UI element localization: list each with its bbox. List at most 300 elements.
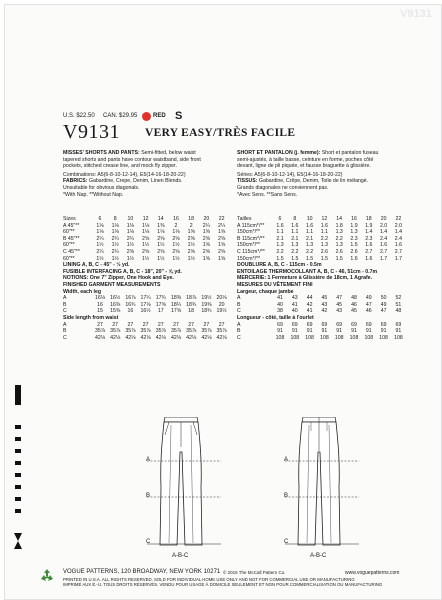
en-yardage-cell: 1⅝	[217, 255, 226, 262]
fr-yardage-cell: 2.0	[394, 222, 402, 229]
en-yardage-cell: 2⅝	[157, 235, 165, 242]
en-yardage-cell: 1⅜	[157, 222, 165, 229]
color-dot	[142, 112, 151, 121]
en-fabrics-line: *With Nap. **Without Nap.	[63, 191, 124, 198]
fr-yardage-cell: 1.9	[365, 222, 373, 229]
back-view-diagram	[263, 417, 373, 562]
en-side-cell: 42⅛	[125, 334, 136, 341]
en-width-cell: 15	[97, 308, 103, 315]
en-width-cell: 19½	[201, 295, 212, 302]
en-width-row-label: C	[63, 308, 67, 315]
en-size-cell: 8	[113, 216, 117, 222]
en-side-cell: 27	[97, 321, 103, 328]
en-yardage-cell: 1½	[126, 255, 134, 262]
fr-width-cell: 49	[365, 295, 372, 302]
en-width-cell: 17⅝	[155, 301, 166, 308]
difficulty: VERY EASY/TRÈS FACILE	[145, 127, 296, 139]
fr-yardage-cell: 2.1	[276, 235, 284, 242]
corner-pattern-code: V9131	[400, 8, 432, 20]
left-marks	[13, 385, 23, 585]
fr-side-cell: 91	[395, 328, 402, 335]
en-yardage-row-label: 60"**	[63, 229, 75, 236]
fr-yardage-cell: 2.0	[379, 222, 388, 229]
en-side-cell: 35⅞	[186, 328, 197, 335]
en-size-cell: 22	[218, 216, 225, 222]
en-side-cell: 27	[142, 321, 149, 328]
en-width-cell: 17⅛	[140, 301, 151, 308]
fr-yardage-cell: 2.2	[291, 249, 299, 255]
fr-yardage-cell: 2.3	[350, 235, 358, 242]
fr-yardage-cell: 1.3	[291, 242, 299, 249]
front-label-c: C	[146, 539, 151, 545]
fr-lining: DOUBLURE A, B, C - 115cm - 0.5m	[237, 262, 322, 269]
en-width-row-label: B	[63, 301, 67, 308]
en-yardage-cell: 1½	[141, 242, 150, 249]
fr-width-cell: 43	[336, 308, 343, 315]
fr-yardage-cell: 1.1	[305, 229, 314, 236]
en-yardage-cell: 1½	[157, 242, 165, 249]
en-side-cell: 35⅞	[94, 328, 106, 335]
en-width-cell: 17¼	[140, 295, 151, 302]
back-label-c: C	[284, 539, 289, 545]
en-yardage-cell: 1½	[126, 242, 134, 249]
en-side-cell: 27	[112, 321, 119, 328]
en-width-cell: 20	[218, 301, 225, 308]
fr-yardage-cell: 2.2	[305, 249, 314, 255]
fr-fabrics-line: *Avec Sens. **Sans Sens.	[237, 191, 298, 198]
fr-side-cell: 91	[277, 328, 283, 335]
fr-side-cell: 69	[380, 321, 387, 328]
fr-yardage-cell: 1.6	[305, 222, 314, 229]
en-description	[63, 150, 229, 170]
fr-notions: MERCERIE: 1 Fermeture à Glissière de 18cm, 1 Agrafe.	[237, 275, 373, 282]
en-side-cell: 27	[188, 321, 195, 328]
en-size-cell: 6	[98, 216, 102, 222]
en-yardage-cell: 2	[189, 222, 193, 229]
en-width-row-label: A	[63, 295, 67, 302]
en-side-cell: 35⅞	[140, 328, 151, 335]
fr-yardage-cell: 1.5	[320, 255, 328, 262]
fr-yardage-row-label: 150cm*/**	[237, 255, 261, 262]
fr-width-cell: 45	[336, 301, 343, 308]
fr-side-row-label: C	[237, 334, 241, 341]
fr-yardage-cell: 1.5	[305, 255, 314, 262]
fr-yardage-cell: 2.4	[394, 235, 402, 242]
en-yardage-cell: 1⅝	[202, 229, 210, 236]
fr-size-cell: 14	[336, 216, 343, 222]
fr-yardage-cell: 1.5	[350, 242, 358, 249]
en-side-row-label: B	[63, 328, 67, 335]
en-desc-line: tapered shorts and pants have contour waistband, side front	[63, 156, 201, 163]
fr-width-cell: 47	[365, 301, 372, 308]
fr-side-cell: 69	[351, 321, 357, 328]
fr-size-cell: 6	[278, 216, 282, 222]
en-yardage-row-label: 60"**	[63, 242, 75, 249]
english-column	[63, 150, 229, 341]
price-usd: U.S. $22.50	[63, 113, 95, 119]
en-title: MISSES' SHORTS AND PANTS:	[63, 150, 140, 156]
en-side-cell: 35⅞	[155, 328, 166, 335]
fr-yardage-row-label: 150cm*/**	[237, 242, 261, 249]
en-width-cell: 19⅜	[201, 301, 212, 308]
fr-description	[237, 150, 407, 170]
fr-yardage-cell: 2.3	[365, 235, 373, 242]
en-side-cell: 35⅞	[201, 328, 212, 335]
fr-size-cell: 8	[293, 216, 297, 222]
pattern-number: V9131	[63, 121, 120, 143]
en-yardage-cell: 1⅛	[157, 229, 165, 236]
en-yardage-cell: 1⅛	[111, 222, 119, 229]
fr-fabrics-line: Grands diagonales ne conviennent pas.	[237, 184, 329, 191]
fr-yardage-cell: 1.4	[379, 229, 388, 236]
fr-yardage-cell: 1.3	[320, 242, 328, 249]
en-yardage-cell: 1⅛	[96, 229, 104, 236]
en-size-cell: 10	[127, 216, 134, 222]
en-yardage-cell: 1⅛	[141, 229, 150, 236]
en-yardage-cell: 1⅛	[141, 222, 150, 229]
en-width-cell: 18	[188, 308, 195, 315]
en-width-cell: 16⅛	[94, 295, 106, 302]
french-column	[237, 150, 407, 341]
en-interfacing: FUSIBLE INTERFACING A, B, C - 18", 20" - ⅝ yd.	[63, 268, 182, 275]
en-yardage-cell: 1½	[111, 242, 119, 249]
en-yardage-cell: 1½	[172, 255, 180, 262]
fr-side-cell: 108	[320, 334, 329, 341]
en-yardage-cell: 1½	[96, 255, 104, 262]
fr-yardage-cell: 1.3	[335, 229, 343, 236]
fr-title: SHORT ET PANTALON (j. femme):	[237, 150, 321, 156]
fr-width-cell: 50	[380, 295, 387, 302]
en-yardage-cell: 2⅝	[157, 249, 165, 255]
fr-side-cell: 108	[275, 334, 285, 341]
fr-yardage-cell: 2.2	[320, 235, 328, 242]
en-width-cell: 18¼	[170, 301, 182, 308]
en-yardage-cell: 2⅝	[187, 249, 195, 255]
fr-yardage-cell: 2.7	[365, 249, 373, 255]
en-yardage-cell: 2¼	[217, 222, 226, 229]
fr-width-row-label: C	[237, 308, 241, 315]
en-yardage-cell: 2¼	[202, 222, 210, 229]
en-yardage-cell: 2⅝	[141, 235, 150, 242]
fr-desc-line: semi-ajustés, à taille basse, ceinture en forme, poches côté	[237, 156, 374, 163]
fr-yardage-cell: 1.6	[291, 222, 299, 229]
en-side-cell: 35⅞	[216, 328, 227, 335]
en-side-row-label: C	[63, 334, 67, 341]
fr-width-cell: 41	[277, 295, 283, 302]
fr-yardage-cell: 2.1	[291, 235, 299, 242]
en-fabrics-line: Unsuitable for obvious diagonals.	[63, 184, 140, 191]
fr-yardage-cell: 1.5	[335, 255, 343, 262]
fr-fabrics-line: Gabardine, Crêpe, Denim, Toile de lin mélangé.	[258, 178, 369, 185]
size-letter: S	[175, 110, 183, 122]
recycle-icon	[39, 567, 55, 583]
fr-side-cell: 91	[365, 328, 372, 335]
fr-side-cell: 108	[364, 334, 374, 341]
fr-series: Séries: A5(6-8-10-12-14), E5(14-16-18-20-22)	[237, 171, 343, 178]
fr-yardage-cell: 1.7	[379, 255, 388, 262]
en-yardage-cell: 2¼	[111, 249, 119, 255]
fr-width-cell: 48	[351, 295, 357, 302]
fr-width-cell: 47	[380, 308, 387, 315]
en-yardage-cell: 1½	[111, 255, 119, 262]
footer-printed-fr: IMPRIMÉ AUX É.-U. TOUS DROITS RÉSERVÉS. VENDU POUR USAGE À DOMICILE SEULEMENT ET NON POUR COMMERCIALISATION OU MANUFACTURING	[63, 582, 383, 587]
en-desc-line: pockets, stitched crease line, and mock fly zipper.	[63, 163, 177, 170]
fr-yardage-cell: 1.1	[276, 229, 284, 236]
back-caption: A-B-C	[310, 553, 327, 559]
en-width-label: Width, each leg	[63, 288, 101, 295]
fr-side-cell: 108	[394, 334, 403, 341]
fr-yardage-cell: 1.6	[320, 222, 328, 229]
fr-yardage-cell: 2.7	[394, 249, 402, 255]
fr-width-cell: 45	[321, 295, 328, 302]
en-side-cell: 42⅛	[94, 334, 106, 341]
fr-width-cell: 42	[306, 301, 313, 308]
fr-yardage-cell: 2.1	[305, 235, 314, 242]
fr-yardage-cell: 1.9	[350, 222, 358, 229]
en-side-cell: 35⅞	[110, 328, 121, 335]
fr-side-cell: 69	[306, 321, 313, 328]
fr-size-cell: 20	[380, 216, 387, 222]
en-desc-line: Semi-fitted, below waist	[141, 150, 196, 156]
en-width-cell: 18⅞	[186, 295, 197, 302]
fr-side-cell: 108	[379, 334, 388, 341]
en-yardage-cell: 2⅝	[202, 249, 210, 255]
fr-yardage-cell: 1.6	[276, 222, 284, 229]
fr-width-cell: 42	[321, 308, 328, 315]
en-yardage-cell: 2⅝	[202, 235, 210, 242]
pattern-envelope-back	[4, 4, 442, 600]
fr-yardage-cell: 1.3	[276, 242, 284, 249]
fr-width-cell: 38	[277, 308, 283, 315]
fr-yardage-row-label: B 115cm*/**	[237, 235, 265, 242]
en-width-cell: 16½	[140, 308, 151, 315]
en-side-cell: 27	[173, 321, 179, 328]
en-width-cell: 18¾	[201, 308, 212, 315]
fr-width-cell: 46	[351, 301, 357, 308]
en-yardage-cell: 1½	[187, 242, 195, 249]
fr-yardage-cell: 1.3	[335, 242, 343, 249]
front-label-a: A	[146, 457, 151, 463]
fr-width-cell: 49	[380, 301, 387, 308]
fr-desc-line: Short et pantalon fuseau	[321, 150, 379, 156]
en-width-cell: 15⅜	[110, 308, 121, 315]
fr-yardage-cell: 1.6	[350, 255, 358, 262]
en-yardage-cell: 1½	[187, 255, 195, 262]
fr-size-cell: 22	[395, 216, 402, 222]
fr-side-row-label: B	[237, 328, 241, 335]
en-width-cell: 16½	[110, 295, 121, 302]
en-sizes-label: Sizes	[63, 216, 76, 222]
en-size-cell: 14	[157, 216, 164, 222]
en-side-cell: 42⅛	[110, 334, 121, 341]
en-yardage-cell: 1½	[96, 242, 104, 249]
fr-width-cell: 45	[351, 308, 357, 315]
en-yardage-cell: 1⅝	[217, 242, 226, 249]
fr-side-cell: 91	[336, 328, 343, 335]
en-yardage-cell: 1⅛	[96, 222, 104, 229]
fr-yardage-row-label: A 115cm*/**	[237, 222, 265, 229]
en-yardage-cell: 1⅛	[172, 229, 180, 236]
en-yardage-row-label: 60"**	[63, 255, 75, 262]
footer-printed: PRINTED IN U.S.A. ALL RIGHTS RESERVED. SOLD FOR INDIVIDUAL HOME USE ONLY AND NOT FOR COMMERCIAL USE OR MANUFACTURING	[63, 577, 355, 582]
fr-width-cell: 43	[321, 301, 328, 308]
en-yardage-cell: 2¼	[111, 235, 119, 242]
fr-side-cell: 69	[321, 321, 328, 328]
fr-width-cell: 47	[336, 295, 343, 302]
en-combinations: Combinations: A5(6-8-10-12-14), E5(14-16-18-20-22)	[63, 171, 186, 178]
fr-yardage-cell: 1.6	[379, 242, 388, 249]
fr-width-cell: 40	[277, 301, 283, 308]
fr-size-cell: 10	[306, 216, 313, 222]
fr-size-cell: 12	[321, 216, 328, 222]
en-side-cell: 42⅛	[170, 334, 182, 341]
fr-side-cell: 91	[321, 328, 328, 335]
en-yardage-cell: 1⅛	[126, 222, 134, 229]
en-width-cell: 18⅜	[170, 295, 182, 302]
fr-yardage-cell: 1.6	[394, 242, 402, 249]
fr-yardage-cell: 1.1	[320, 229, 328, 236]
en-width-cell: 17¾	[155, 295, 166, 302]
fr-yardage-cell: 1.7	[394, 255, 402, 262]
en-side-cell: 35⅞	[125, 328, 136, 335]
fr-yardage-cell: 1.1	[291, 229, 299, 236]
front-label-b: B	[146, 493, 151, 499]
en-side-label: Side length from waist	[63, 315, 119, 321]
fr-width-label: Largeur, chaque jambe	[237, 288, 294, 295]
fr-side-cell: 108	[349, 334, 359, 341]
en-side-cell: 42⅛	[140, 334, 151, 341]
fr-width-cell: 41	[291, 301, 298, 308]
en-yardage-cell: 1½	[141, 255, 150, 262]
en-yardage-cell: 2¼	[96, 249, 104, 255]
en-side-cell: 42⅛	[201, 334, 212, 341]
en-yardage-cell: 2⅝	[187, 235, 195, 242]
fr-side-cell: 108	[334, 334, 344, 341]
fr-yardage-row-label: C 115cm*/**	[237, 249, 265, 255]
fr-yardage-cell: 1.5	[276, 255, 284, 262]
fr-side-cell: 69	[277, 321, 283, 328]
en-fabrics-line: Gabardine, Crepe, Denim, Linen Blends.	[88, 178, 183, 185]
fr-side-label: Longueur - côté, taille à l'ourlet	[237, 315, 314, 321]
fr-desc-line: devant, ligne de pli piquée, et fausse braguette à glissière.	[237, 163, 371, 170]
en-yardage-cell: 1⅝	[202, 242, 210, 249]
en-width-cell: 16⅜	[110, 301, 121, 308]
fr-side-cell: 91	[291, 328, 298, 335]
en-yardage-cell: 2⅝	[172, 249, 180, 255]
fr-fabrics-title: TISSUS:	[237, 178, 258, 185]
fr-width-cell: 52	[395, 295, 402, 302]
en-yardage-cell: 2	[174, 222, 178, 229]
fr-width-row-label: A	[237, 295, 241, 302]
footer-website: www.voguepatterns.com	[345, 570, 400, 576]
en-yardage-row-label: B 45"**	[63, 235, 80, 242]
fr-side-cell: 69	[365, 321, 372, 328]
en-side-cell: 27	[203, 321, 210, 328]
en-yardage-cell: 2⅝	[141, 249, 150, 255]
en-side-cell: 27	[127, 321, 134, 328]
fr-yardage-cell: 1.3	[305, 242, 314, 249]
price-can: CAN. $29.95	[103, 113, 138, 119]
fr-interfacing: ENTOILAGE THERMOCOLLANT A, B, C - 46, 51cm - 0.7m	[237, 268, 378, 275]
en-fabrics-title: FABRICS:	[63, 178, 88, 185]
fr-size-cell: 16	[351, 216, 357, 222]
en-lining: LINING A, B, C - 45" - ½ yd.	[63, 262, 130, 269]
en-width-cell: 18¾	[186, 301, 197, 308]
en-width-cell: 17	[157, 308, 164, 315]
fr-side-cell: 91	[351, 328, 357, 335]
back-label-b: B	[284, 493, 289, 499]
en-side-cell: 27	[218, 321, 225, 328]
en-yardage-cell: 2⅝	[172, 235, 180, 242]
en-side-cell: 42⅛	[155, 334, 166, 341]
fr-sizes-label: Tailles	[237, 216, 252, 222]
fr-yardage-cell: 1.6	[365, 255, 373, 262]
fr-yardage-cell: 1.6	[365, 242, 373, 249]
en-width-cell: 16	[127, 308, 134, 315]
en-yardage-row-label: A 45"**	[63, 222, 80, 229]
en-yardage-cell: 1⅛	[126, 229, 134, 236]
fr-width-cell: 46	[365, 308, 372, 315]
fr-side-row-label: A	[237, 321, 241, 328]
fr-side-cell: 69	[336, 321, 343, 328]
fr-yardage-cell: 2.2	[335, 235, 343, 242]
en-yardage-cell: 1⅝	[187, 229, 195, 236]
back-label-a: A	[284, 457, 289, 463]
fr-yardage-cell: 1.4	[365, 229, 373, 236]
en-yardage-cell: 1½	[157, 255, 165, 262]
fr-yardage-row-label: 150cm*/**	[237, 229, 261, 236]
fr-yardage-cell: 2.6	[335, 249, 343, 255]
en-side-cell: 35⅞	[170, 328, 182, 335]
en-yardage-row-label: C 45"**	[63, 249, 80, 255]
front-view-diagram	[125, 417, 235, 562]
fr-side-cell: 108	[305, 334, 314, 341]
en-size-cell: 18	[188, 216, 195, 222]
fr-width-cell: 48	[395, 308, 402, 315]
fr-width-cell: 51	[395, 301, 402, 308]
fr-yardage-cell: 2.2	[276, 249, 284, 255]
fr-side-cell: 91	[306, 328, 313, 335]
en-size-cell: 12	[142, 216, 149, 222]
en-side-cell: 27	[157, 321, 164, 328]
en-width-cell: 16⅞	[125, 295, 136, 302]
fr-yardage-cell: 1.4	[394, 229, 402, 236]
fr-width-row-label: B	[237, 301, 241, 308]
en-finished-title: FINISHED GARMENT MEASUREMENTS	[63, 282, 161, 288]
fr-yardage-cell: 2.6	[350, 249, 358, 255]
en-width-cell: 19½	[216, 308, 227, 315]
en-side-cell: 42⅛	[186, 334, 197, 341]
en-yardage-cell: 1⅝	[202, 255, 210, 262]
en-yardage-cell: 2¼	[126, 235, 134, 242]
registration-marks-icon	[13, 385, 23, 585]
fr-width-cell: 41	[306, 308, 313, 315]
fr-yardage-cell: 2.4	[379, 235, 388, 242]
en-side-cell: 42⅛	[216, 334, 227, 341]
fr-side-cell: 91	[380, 328, 387, 335]
en-yardage-cell: 1⅛	[111, 229, 119, 236]
fr-side-cell: 108	[290, 334, 300, 341]
en-notions: NOTIONS: One 7" Zipper, One Hook and Eye.	[63, 275, 174, 282]
en-width-cell: 16¾	[125, 301, 136, 308]
en-yardage-cell: 2⅝	[126, 249, 134, 255]
fr-width-cell: 44	[306, 295, 313, 302]
en-width-cell: 20⅛	[216, 295, 227, 302]
fr-size-cell: 18	[365, 216, 372, 222]
fr-yardage-cell: 1.3	[350, 229, 358, 236]
color-label: RED	[153, 113, 166, 119]
fr-side-cell: 69	[291, 321, 298, 328]
